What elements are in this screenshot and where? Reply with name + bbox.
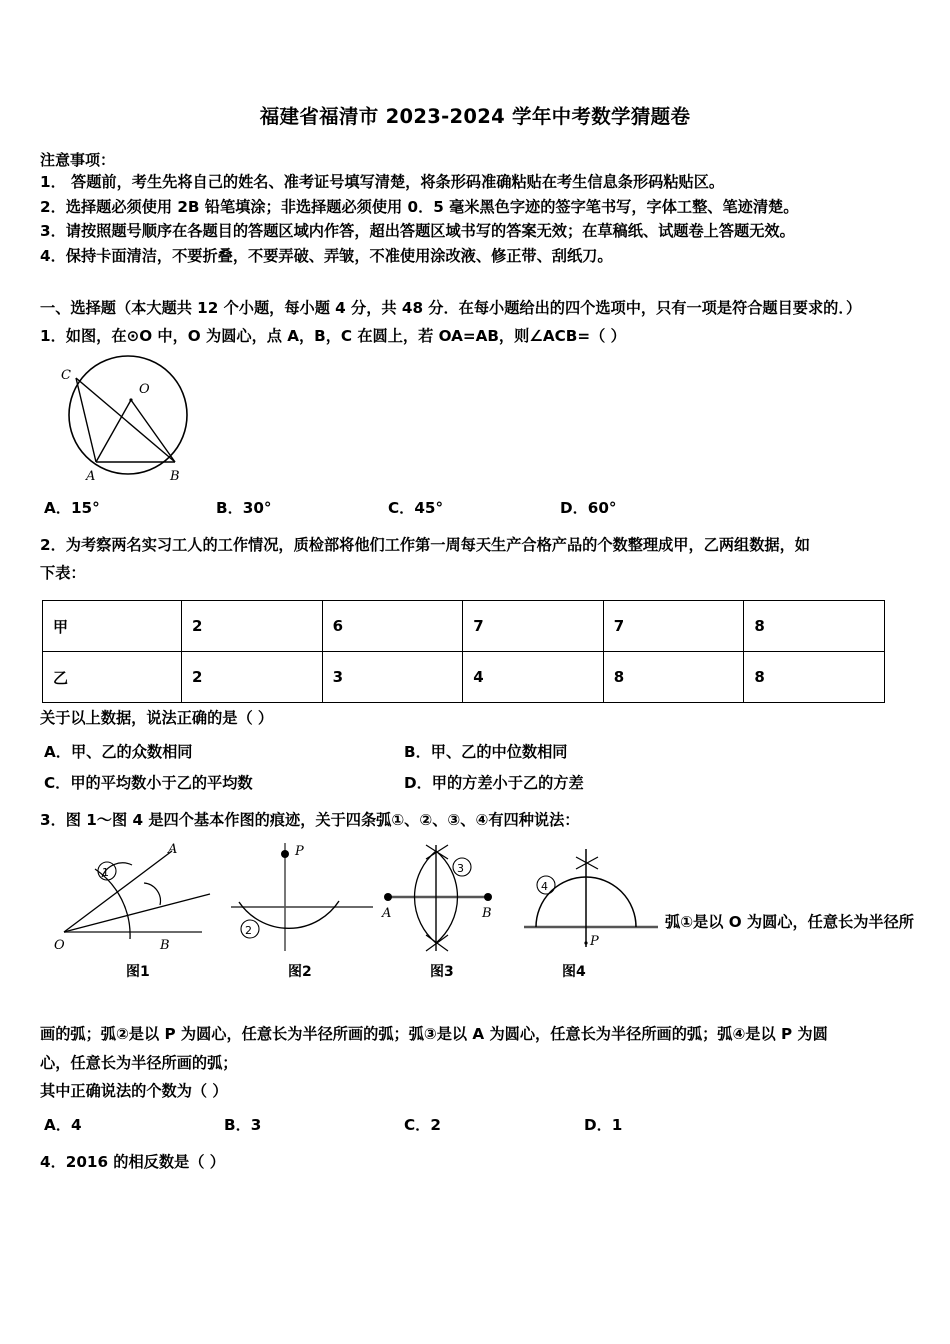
note-item-1: 1． 答题前，考生先将自己的姓名、准考证号填写清楚，将条形码准确粘贴在考生信息条形码粘贴区。 xyxy=(40,173,725,192)
figure-4-semicircle-arc xyxy=(518,839,678,959)
figure-label-a: A xyxy=(382,906,392,922)
option-b[interactable]: B．30° xyxy=(216,498,272,517)
question-3-figures xyxy=(40,839,912,1007)
option-d[interactable]: D．1 xyxy=(584,1115,623,1134)
option-c[interactable]: C．2 xyxy=(404,1115,441,1134)
cell: 2 xyxy=(182,652,323,703)
figure-label-p: P xyxy=(295,844,304,860)
question-2-data-table xyxy=(42,600,885,703)
question-3-tail-inline: 弧①是以 O 为圆心，任意长为半径所 xyxy=(665,913,914,932)
question-3-stem: 3．图 1～图 4 是四个基本作图的痕迹，关于四条弧①、②、③、④有四种说法： xyxy=(40,811,580,830)
figure-4-caption: 图4 xyxy=(562,964,586,981)
question-1-options xyxy=(40,497,912,518)
cell: 7 xyxy=(463,601,604,652)
question-3-options xyxy=(40,1114,912,1135)
figure-label-p: P xyxy=(590,934,599,950)
figure-label-c: C xyxy=(61,367,71,383)
cell: 7 xyxy=(603,601,744,652)
option-a[interactable]: A．甲、乙的众数相同 xyxy=(44,743,193,762)
figure-3-perpendicular-bisector xyxy=(370,839,535,959)
figure-label-b: B xyxy=(160,938,170,954)
question-1-figure xyxy=(48,355,912,487)
figure-1-angle-bisector xyxy=(50,839,225,959)
question-4-stem: 4．2016 的相反数是（ ） xyxy=(40,1152,225,1171)
question-3-tail-line1: 画的弧；弧②是以 P 为圆心，任意长为半径所画的弧；弧③是以 A 为圆心，任意长为半径所画的弧；弧④是以 P 为圆 xyxy=(40,1025,828,1044)
cell: 4 xyxy=(463,652,604,703)
option-a[interactable]: A．15° xyxy=(44,498,100,517)
question-1-stem: 1．如图，在⊙O 中，O 为圆心，点 A，B，C 在圆上，若 OA=AB，则∠ACB=（ ） xyxy=(40,326,626,345)
notes-heading: 注意事项： xyxy=(40,151,116,170)
note-item-2: 2．选择题必须使用 2B 铅笔填涂；非选择题必须使用 0．5 毫米黑色字迹的签字笔书写，字体工整、笔迹清楚。 xyxy=(40,197,799,216)
page-content xyxy=(0,151,950,1175)
cell: 8 xyxy=(744,652,885,703)
option-c[interactable]: C．45° xyxy=(388,498,444,517)
row-label: 乙 xyxy=(43,652,182,703)
cell: 8 xyxy=(744,601,885,652)
option-a[interactable]: A．4 xyxy=(44,1115,82,1134)
row-label: 甲 xyxy=(43,601,182,652)
figure-label-b: B xyxy=(170,468,180,484)
svg-text:3: 3 xyxy=(457,862,464,876)
option-d[interactable]: D．甲的方差小于乙的方差 xyxy=(404,774,584,793)
option-b[interactable]: B．3 xyxy=(224,1115,262,1134)
figure-label-a: A xyxy=(168,842,178,858)
section-heading: 一、选择题（本大题共 12 个小题，每小题 4 分，共 48 分．在每小题给出的四个选项中，只有一项是符合题目要求的．） xyxy=(40,298,862,317)
question-3-prompt: 其中正确说法的个数为（ ） xyxy=(40,1081,228,1100)
figure-2-caption: 图2 xyxy=(288,964,312,981)
question-3-tail-line2: 心，任意长为半径所画的弧； xyxy=(40,1053,238,1072)
table-row xyxy=(43,601,885,652)
question-2-stem-line1: 2．为考察两名实习工人的工作情况，质检部将他们工作第一周每天生产合格产品的个数整理成甲，乙两组数据，如 xyxy=(40,535,810,554)
cell: 2 xyxy=(182,601,323,652)
cell: 8 xyxy=(603,652,744,703)
table-row xyxy=(43,652,885,703)
figure-label-a: A xyxy=(86,468,96,484)
figure-label-b: B xyxy=(482,906,492,922)
question-2-stem-line2: 下表： xyxy=(40,564,86,583)
option-b[interactable]: B．甲、乙的中位数相同 xyxy=(404,743,568,762)
figure-label-o: O xyxy=(54,938,65,954)
svg-text:4: 4 xyxy=(541,880,548,894)
figure-label-o: O xyxy=(139,381,150,397)
question-2-options-row-1 xyxy=(40,741,912,762)
question-2-prompt: 关于以上数据，说法正确的是（ ） xyxy=(40,709,274,728)
option-d[interactable]: D．60° xyxy=(560,498,617,517)
figure-1-caption: 图1 xyxy=(126,964,150,981)
cell: 3 xyxy=(322,652,463,703)
cell: 6 xyxy=(322,601,463,652)
figure-2-perpendicular-through-point xyxy=(225,839,380,959)
svg-text:1: 1 xyxy=(102,866,109,880)
note-item-4: 4．保持卡面清洁，不要折叠，不要弄破、弄皱，不准使用涂改液、修正带、刮纸刀。 xyxy=(40,246,613,265)
note-item-3: 3．请按照题号顺序在各题目的答题区域内作答，超出答题区域书写的答案无效；在草稿纸、试题卷上答题无效。 xyxy=(40,222,795,241)
figure-3-caption: 图3 xyxy=(430,964,454,981)
page-title: 福建省福清市 2023-2024 学年中考数学猜题卷 xyxy=(259,105,691,128)
question-2-options-row-2 xyxy=(40,772,912,793)
option-c[interactable]: C．甲的平均数小于乙的平均数 xyxy=(44,774,253,793)
svg-text:2: 2 xyxy=(245,924,252,938)
